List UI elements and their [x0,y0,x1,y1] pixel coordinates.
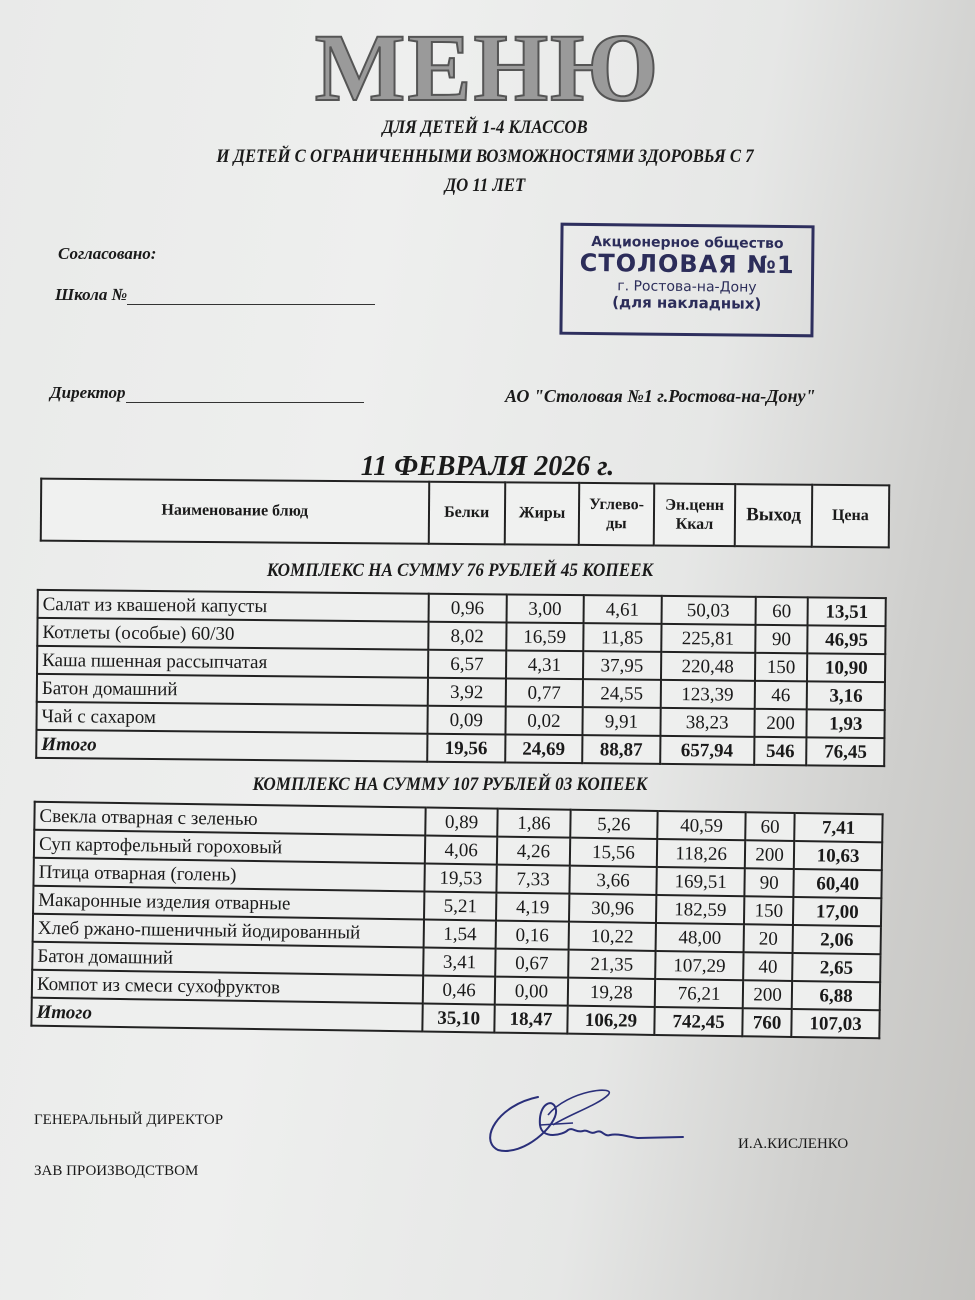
table-header [40,478,890,549]
subtitle-line-2: И ДЕТЕЙ С ОГРАНИЧЕННЫМИ ВОЗМОЖНОСТЯМИ ЗДОРОВЬЯ С 7 [216,146,754,167]
total-row: Итого 19,56 24,69 88,87 657,94 546 76,45 [36,730,884,766]
stamp-line-1: Акционерное общество [591,233,784,253]
table-row: Суп картофельный гороховый 4,06 4,26 15,56 118,26 200 10,63 [34,830,882,871]
production-head-label: ЗАВ ПРОИЗВОДСТВОМ [34,1163,199,1179]
complex-1-table [35,589,887,767]
complex-2-table [30,801,883,1040]
table-row: Батон домашний 3,92 0,77 24,55 123,39 46 3,16 [37,674,885,710]
col-protein: Белки [428,482,505,545]
stamp-line-4: (для накладных) [612,292,762,313]
table-row: Чай с сахаром 0,09 0,02 9,91 38,23 200 1,93 [36,702,884,738]
page-title: МЕНЮ [314,14,661,121]
subtitle-line-1: ДЛЯ ДЕТЕЙ 1-4 КЛАССОВ [382,117,588,138]
general-director-label: ГЕНЕРАЛЬНЫЙ ДИРЕКТОР [34,1112,224,1128]
agreed-label: Согласовано: [58,244,157,263]
table-row: Свекла отварная с зеленью 0,89 1,86 5,26 40,59 60 7,41 [34,802,882,843]
complex-2-title: КОМПЛЕКС НА СУММУ 107 РУБЛЕЙ 03 КОПЕЕК [252,774,648,795]
stamp-line-3: г. Ростова-на-Дону [617,277,757,296]
stamp-line-2: СТОЛОВАЯ №1 [579,248,795,280]
company-stamp [559,223,814,338]
table-row: Салат из квашеной капусты 0,96 3,00 4,61 50,03 60 13,51 [38,590,886,626]
menu-date: 11 ФЕВРАЛЯ 2026 г. [360,451,615,482]
director-field [50,382,364,403]
table-row: Хлеб ржано-пшеничный йодированный 1,54 0,16 10,22 48,00 20 2,06 [33,914,881,955]
col-energy: Эн.ценн Ккал [654,483,736,546]
school-field [55,284,375,305]
signer-name: И.А.КИСЛЕНКО [738,1136,849,1152]
school-label: Школа № [55,285,128,304]
col-fat: Жиры [505,482,580,545]
table-row: Птица отварная (голень) 19,53 7,33 3,66 169,51 90 60,40 [33,858,881,899]
table-row: Каша пшенная рассыпчатая 6,57 4,31 37,95 220,48 150 10,90 [37,646,885,682]
col-yield: Выход [735,484,812,547]
organization-name: АО "Столовая №1 г.Ростова-на-Дону" [505,386,816,406]
table-row: Котлеты (особые) 60/30 8,02 16,59 11,85 225,81 90 46,95 [37,618,885,654]
table-row: Макаронные изделия отварные 5,21 4,19 30,96 182,59 150 17,00 [33,886,881,927]
col-dish-name: Наименование блюд [41,479,429,544]
table-row: Компот из смеси сухофруктов 0,46 0,00 19,28 76,21 200 6,88 [32,970,880,1011]
school-signature-line [127,284,375,305]
col-price: Цена [812,485,890,548]
director-signature-line [126,382,364,403]
total-row: Итого 35,10 18,47 106,29 742,45 760 107,03 [31,998,879,1039]
director-label: Директор [50,383,126,402]
col-carbs: Углево- ды [579,483,654,546]
subtitle-line-3: ДО 11 ЛЕТ [444,175,526,196]
table-row: Батон домашний 3,41 0,67 21,35 107,29 40 2,65 [32,942,880,983]
handwritten-signature-icon [478,1085,698,1160]
complex-1-title: КОМПЛЕКС НА СУММУ 76 РУБЛЕЙ 45 КОПЕЕК [266,560,654,581]
